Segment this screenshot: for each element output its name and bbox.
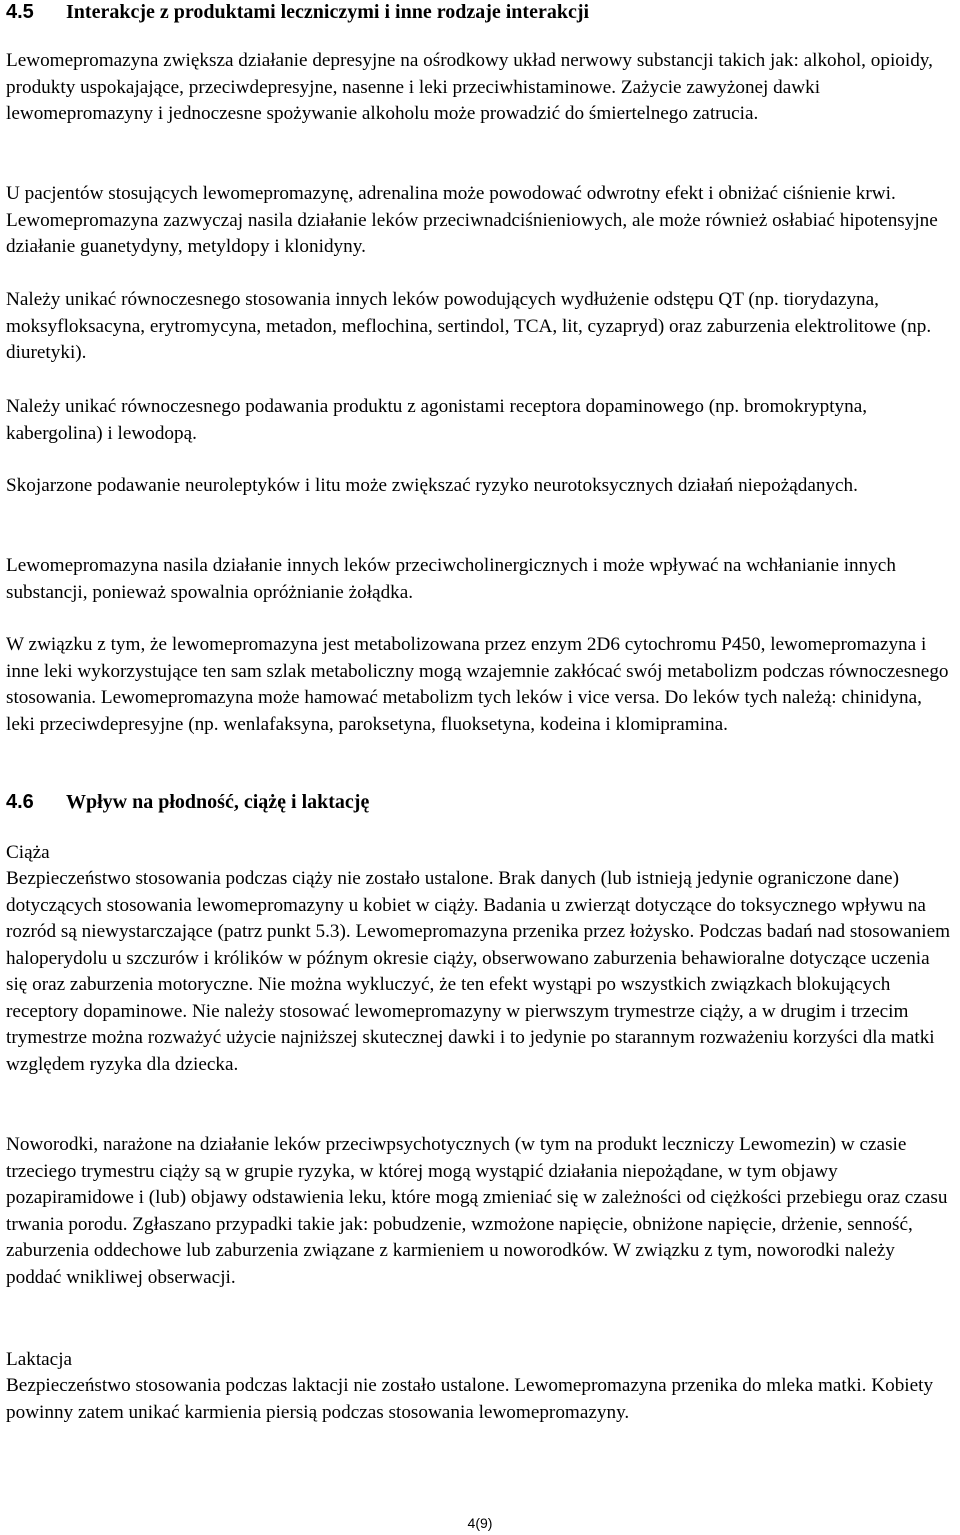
section-number: 4.6	[6, 791, 34, 813]
subheading-lactation: Laktacja	[6, 1349, 73, 1370]
section-4-5-heading	[6, 0, 954, 24]
section-title: Interakcje z produktami leczniczymi i inne rodzaje interakcji	[66, 1, 590, 23]
paragraph: W związku z tym, że lewomepromazyna jest metabolizowana przez enzym 2D6 cytochromu P450, lewomepromazyna i inne leki wykorzystujące ten sam szlak metaboliczny mogą wzajemnie zakłócać swój metabolizm podczas równoczesnego stosowania. Lewomepromazyna może hamować metabolizm tych leków i vice versa. Do leków tych należą: chinidyna, leki przeciwdepresyjne (np. wenlafaksyna, paroksetyna, fluoksetyna, kodeina i klomipramina.	[6, 634, 949, 735]
paragraph: Należy unikać równoczesnego stosowania innych leków powodujących wydłużenie odstępu QT (np. tiorydazyna, moksyfloksacyna, erytromycyna, metadon, meflochina, sertindol, TCA, lit, cyzapryd) oraz zaburzenia elektrolitowe (np. diuretyki).	[6, 289, 932, 363]
paragraph: Bezpieczeństwo stosowania podczas laktacji nie zostało ustalone. Lewomepromazyna przenika do mleka matki. Kobiety powinny zatem unikać karmienia piersią podczas stosowania lewomepromazyny.	[6, 1375, 934, 1423]
section-title: Wpływ na płodność, ciążę i laktację	[66, 791, 370, 813]
paragraph: Bezpieczeństwo stosowania podczas ciąży nie zostało ustalone. Brak danych (lub istnieją jedynie ograniczone dane) dotyczących stosowania lewomepromazyny u kobiet w ciąży. Badania u zwierząt dotyczące do toksycznego wpływu na rozród są niewystarczające (patrz punkt 5.3). Lewomepromazyna przenika przez łożysko. Podczas badań nad stosowaniem haloperydolu u szczurów i królików w późnym okresie ciąży, obserwowano zaburzenia behawioralne dotyczące uczenia się oraz zaburzenia motoryczne. Nie można wykluczyć, że ten efekt wystąpi po wszystkich związkach blokujących receptory dopaminowe. Nie należy stosować lewomepromazyny w pierwszym trymestrze ciąży, a w drugim i trzecim trymestrze można rozważyć użycie najniższej skutecznej dawki i to jedynie po starannym rozważeniu korzyści dla matki względem ryzyka dla dziecka.	[6, 868, 951, 1075]
subheading-pregnancy: Ciąża	[6, 842, 50, 863]
section-number: 4.5	[6, 1, 34, 23]
paragraph: Lewomepromazyna zwiększa działanie depresyjne na ośrodkowy układ nerwowy substancji takich jak: alkohol, opioidy, produkty uspokajające, przeciwdepresyjne, nasenne i leki przeciwhistaminowe. Zażycie zawyżonej dawki lewomepromazyny i jednoczesne spożywanie alkoholu może prowadzić do śmiertelnego zatrucia.	[6, 50, 933, 124]
section-4-6-heading	[6, 790, 954, 814]
paragraph: U pacjentów stosujących lewomepromazynę, adrenalina może powodować odwrotny efekt i obniżać ciśnienie krwi. Lewomepromazyna zazwyczaj nasila działanie leków przeciwnadciśnieniowych, ale może również osłabiać hipotensyjne działanie guanetydyny, metyldopy i klonidyny.	[6, 183, 938, 257]
page-number: 4(9)	[467, 1515, 493, 1531]
paragraph: Skojarzone podawanie neuroleptyków i litu może zwiększać ryzyko neurotoksycznych działań niepożądanych.	[6, 475, 858, 496]
paragraph: Lewomepromazyna nasila działanie innych leków przeciwcholinergicznych i może wpływać na wchłanianie innych substancji, ponieważ spowalnia opróżnianie żołądka.	[6, 555, 896, 603]
paragraph: Należy unikać równoczesnego podawania produktu z agonistami receptora dopaminowego (np. bromokryptyna, kabergolina) i lewodopą.	[6, 396, 868, 444]
paragraph: Noworodki, narażone na działanie leków przeciwpsychotycznych (w tym na produkt leczniczy Lewomezin) w czasie trzeciego trymestru ciąży są w grupie ryzyka, w której mogą wystąpić działania niepożądane, w tym objawy pozapiramidowe i (lub) objawy odstawienia leku, które mogą zmieniać się w zależności od ciężkości przebiegu oraz czasu trwania porodu. Zgłaszano przypadki takie jak: pobudzenie, wzmożone napięcie, obniżone napięcie, drżenie, senność, zaburzenia oddechowe lub zaburzenia związane z karmieniem u noworodków. W związku z tym, noworodki należy poddać wnikliwej obserwacji.	[6, 1134, 948, 1288]
